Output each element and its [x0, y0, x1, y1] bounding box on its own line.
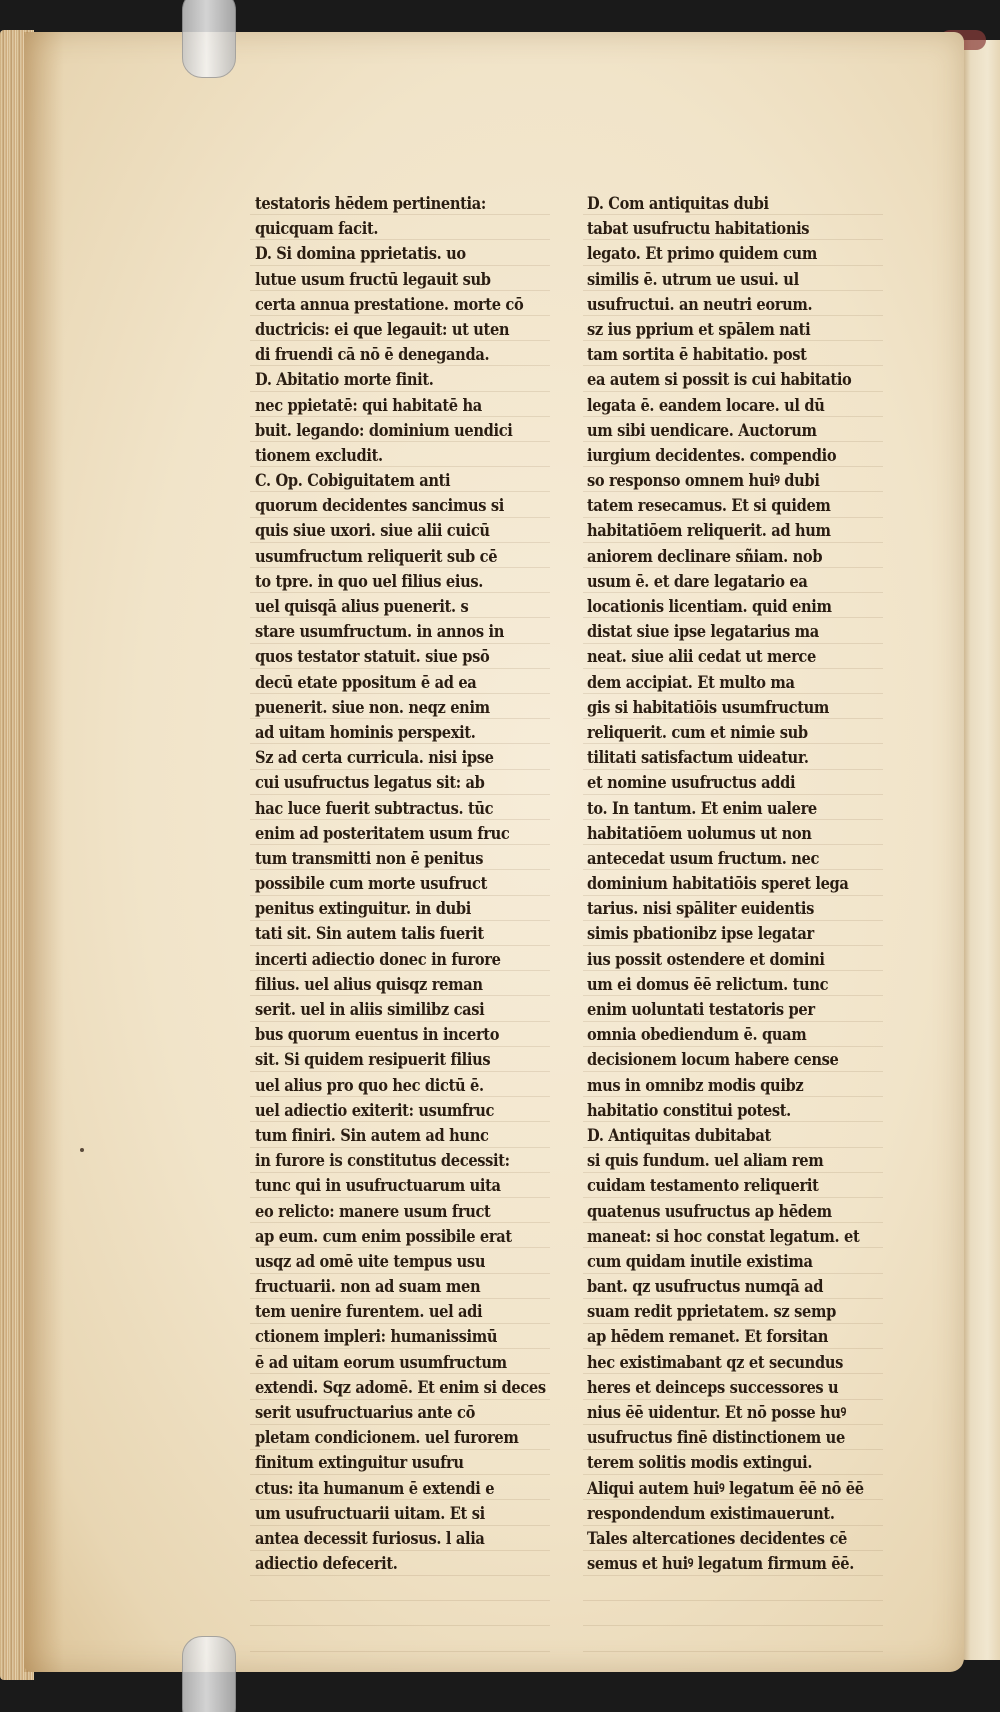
text-line: um ei domus ēē relictum. tunc [587, 974, 829, 995]
text-line: antecedat usum fructum. nec [587, 848, 820, 869]
text-line: habitatiōem reliquerit. ad hum [587, 521, 831, 542]
text-line: simis pbationibz ipse legatar [587, 924, 814, 945]
text-line: incerti adiectio donec in furore [255, 949, 501, 970]
text-line: di fruendi cā nō ē deneganda. [255, 345, 490, 366]
ruling-line [583, 1625, 883, 1626]
ruling-line [583, 1600, 883, 1601]
text-line: D. Antiquitas dubitabat [587, 1125, 771, 1146]
text-line: ductricis: ei que legauit: ut uten [255, 319, 510, 340]
text-line: usumfructum reliquerit sub cē [255, 546, 498, 567]
text-line: suam redit pprietatem. sz semp [587, 1302, 836, 1323]
text-line: so responso omnem huiꝰ dubi [587, 471, 820, 492]
text-column-left [255, 192, 575, 1577]
text-line: hac luce fuerit subtractus. tūc [255, 798, 494, 819]
text-line: quorum decidentes sancimus si [255, 496, 505, 517]
text-line: legata ē. eandem locare. ul dū [587, 395, 825, 416]
text-line: tati sit. Sin autem talis fuerit [255, 924, 484, 945]
text-line: eo relicto: manere usum fruct [255, 1201, 491, 1222]
text-column-right [587, 192, 907, 1577]
text-line: filius. uel alius quisqz reman [255, 974, 483, 995]
folio-gutter-shadow [24, 32, 64, 1672]
text-line: dem accipiat. Et multo ma [587, 672, 795, 693]
text-line: adiectio defecerit. [255, 1554, 398, 1575]
ink-spot [80, 1148, 84, 1152]
text-line: antea decessit furiosus. l alia [255, 1528, 485, 1549]
text-line: heres et deinceps successores u [587, 1377, 839, 1398]
text-line: to. In tantum. Et enim ualere [587, 798, 817, 819]
text-line: uel alius pro quo hec dictū ē. [255, 1075, 484, 1096]
text-line: cuidam testamento reliquerit [587, 1176, 819, 1197]
text-line: tabat usufructu habitationis [587, 219, 810, 240]
text-line: fructuarii. non ad suam men [255, 1277, 481, 1298]
text-line: extendi. Sqz adomē. Et enim si deces [255, 1377, 546, 1398]
text-line: ctus: ita humanum ē extendi e [255, 1478, 495, 1499]
text-line: tilitati satisfactum uideatur. [587, 748, 809, 769]
text-line: Sz ad certa curricula. nisi ipse [255, 748, 494, 769]
text-line: ctionem impleri: humanissimū [255, 1327, 498, 1348]
text-line: enim ad posteritatem usum fruc [255, 823, 510, 844]
text-line: um usufructuarii uitam. Et si [255, 1503, 485, 1524]
ruling-line [250, 1651, 550, 1652]
text-line: certa annua prestatione. morte cō [255, 294, 524, 315]
facing-page-edge [958, 40, 1000, 1660]
text-line: tem uenire furentem. uel adi [255, 1302, 483, 1323]
text-line: sit. Si quidem resipuerit filius [255, 1050, 491, 1071]
text-line: puenerit. siue non. neqz enim [255, 697, 490, 718]
text-line: tarius. nisi spāliter euidentis [587, 899, 814, 920]
text-line: semus et huiꝰ legatum firmum ēē. [587, 1554, 854, 1575]
text-line: usufructui. an neutri eorum. [587, 294, 813, 315]
text-line: quatenus usufructus ap hēdem [587, 1201, 832, 1222]
text-line: habitatio constitui potest. [587, 1100, 791, 1121]
text-line: decisionem locum habere cense [587, 1050, 839, 1071]
text-line: distat siue ipse legatarius ma [587, 622, 819, 643]
text-line: to tpre. in quo uel filius eius. [255, 571, 484, 592]
ruling-line [583, 1651, 883, 1652]
text-line: bant. qz usufructus numqā ad [587, 1277, 824, 1298]
text-line: omnia obediendum ē. quam [587, 1025, 807, 1046]
text-line: dominium habitatiōis speret lega [587, 874, 849, 895]
text-line: finitum extinguitur usufru [255, 1453, 464, 1474]
text-line: stare usumfructum. in annos in [255, 622, 505, 643]
text-line: similis ē. utrum ue usui. ul [587, 269, 799, 290]
text-line: nius ēē uidentur. Et nō posse huꝰ [587, 1403, 846, 1423]
text-line: neat. siue alii cedat ut merce [587, 647, 816, 668]
text-line: legato. Et primo quidem cum [587, 244, 817, 265]
text-line: possibile cum morte usufruct [255, 874, 488, 895]
text-line: um sibi uendicare. Auctorum [587, 420, 817, 441]
text-line: uel adiectio exiterit: usumfruc [255, 1100, 495, 1121]
text-line: mus in omnibz modis quibz [587, 1075, 804, 1096]
text-line: tatem resecamus. Et si quidem [587, 496, 831, 517]
text-line: locationis licentiam. quid enim [587, 597, 832, 617]
text-line: usqz ad omē uite tempus usu [255, 1251, 486, 1272]
text-line: gis si habitatiōis usumfructum [587, 697, 830, 718]
text-line: tunc qui in usufructuarum uita [255, 1176, 501, 1197]
text-line: terem solitis modis extingui. [587, 1453, 813, 1474]
text-line: tum finiri. Sin autem ad hunc [255, 1125, 489, 1146]
text-line: pletam condicionem. uel furorem [255, 1428, 519, 1449]
text-line: Tales altercationes decidentes cē [587, 1528, 847, 1549]
text-line: enim uoluntati testatoris per [587, 1000, 815, 1020]
page-clip-bottom [182, 1636, 236, 1712]
text-line: usufructus finē distinctionem ue [587, 1428, 845, 1449]
text-line: quis siue uxori. siue alii cuicū [255, 521, 490, 542]
text-line: ea autem si possit is cui habitatio [587, 370, 852, 391]
text-line: tam sortita ē habitatio. post [587, 345, 807, 366]
ruling-line [250, 1625, 550, 1626]
text-line: sz ius pprium et spālem nati [587, 319, 811, 340]
page-clip-top [182, 0, 236, 78]
text-line: buit. legando: dominium uendici [255, 420, 513, 441]
text-line: serit. uel in aliis similibz casi [255, 1000, 485, 1020]
ruling-line [250, 1600, 550, 1601]
text-line: ap eum. cum enim possibile erat [255, 1226, 512, 1247]
text-line: respondendum existimauerunt. [587, 1503, 835, 1524]
text-line: penitus extinguitur. in dubi [255, 899, 471, 920]
text-line: ius possit ostendere et domini [587, 949, 825, 970]
text-line: ap hēdem remanet. Et forsitan [587, 1327, 829, 1348]
text-line: maneat: si hoc constat legatum. et [587, 1226, 860, 1247]
text-line: si quis fundum. uel aliam rem [587, 1151, 824, 1172]
text-line: tum transmitti non ē penitus [255, 848, 484, 869]
text-line: uel quisqā alius puenerit. s [255, 597, 469, 617]
text-line: testatoris hēdem pertinentia: [255, 194, 486, 214]
text-line: serit usufructuarius ante cō [255, 1403, 475, 1423]
text-line: nec ppietatē: qui habitatē ha [255, 395, 482, 416]
text-line: in furore is constitutus decessit: [255, 1151, 510, 1172]
text-line: bus quorum euentus in incerto [255, 1025, 500, 1046]
text-line: decū etate ppositum ē ad ea [255, 672, 477, 693]
text-line: cui usufructus legatus sit: ab [255, 773, 485, 794]
text-line: cum quidam inutile existima [587, 1251, 813, 1272]
text-line: C. Op. Cobiguitatem anti [255, 471, 451, 492]
text-line: iurgium decidentes. compendio [587, 445, 837, 466]
text-line: Aliqui autem huiꝰ legatum ēē nō ēē [587, 1478, 864, 1499]
text-line: reliquerit. cum et nimie sub [587, 722, 808, 743]
text-line: D. Si domina pprietatis. uo [255, 244, 466, 265]
text-line: D. Abitatio morte finit. [255, 370, 434, 391]
text-line: ē ad uitam eorum usumfructum [255, 1352, 507, 1373]
text-line: usum ē. et dare legatario ea [587, 571, 808, 592]
text-line: lutue usum fructū legauit sub [255, 269, 491, 290]
text-line: D. Com antiquitas dubi [587, 194, 769, 214]
text-line: habitatiōem uolumus ut non [587, 823, 812, 844]
text-line: ad uitam hominis perspexit. [255, 722, 476, 743]
text-line: quos testator statuit. siue psō [255, 647, 490, 668]
text-line: hec existimabant qz et secundus [587, 1352, 844, 1373]
text-line: tionem excludit. [255, 445, 383, 466]
text-line: quicquam facit. [255, 219, 379, 240]
text-line: aniorem declinare sñiam. nob [587, 546, 823, 567]
text-line: et nomine usufructus addi [587, 773, 796, 794]
